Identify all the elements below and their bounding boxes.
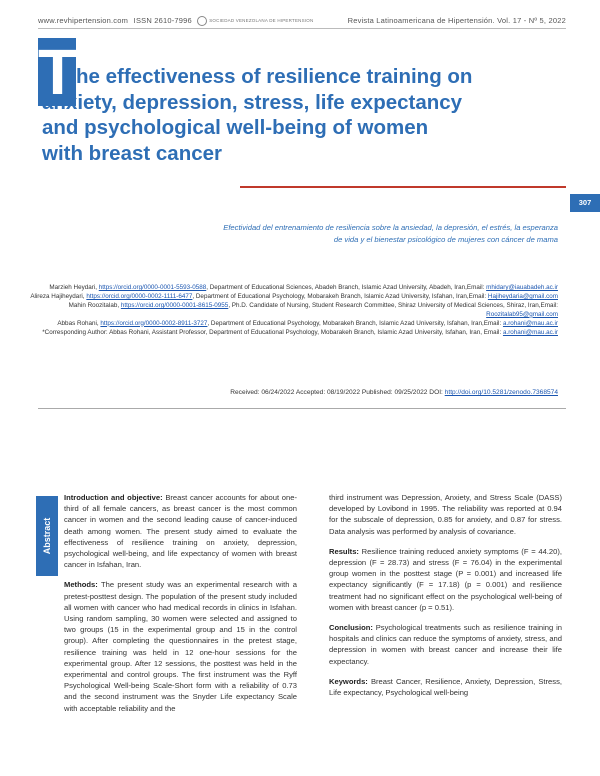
issn: ISSN 2610-7996 [133, 16, 192, 25]
orcid-link[interactable]: https://orcid.org/0000-0001-5593-0588 [98, 284, 207, 291]
author-entry: Mahin Roozitalab, https://orcid.org/0000-0001-8615-0955, Ph.D. Candidate of Nursing, Student Research Committee, Shiraz University of Medical Sciences, Shiraz, Iran,Email: Roozitalab95@gmail.com [68, 301, 558, 318]
abstract-column-left [64, 492, 297, 714]
author-entry: Marzieh Heydari, https://orcid.org/0000-0001-5593-0588, Department of Educational Sciences, Abadeh Branch, Islamic Azad University, Abadeh, Iran,Email: mhidary@iauabadeh.ac.ir [49, 284, 558, 291]
page-number: 307 [570, 194, 600, 212]
abstract-divider [38, 408, 566, 409]
corresponding-author: *Corresponding Author: Abbas Rohani, Assistant Professor, Department of Educational Psychology, Mobarakeh Branch, Islamic Azad University, Isfahan, Iran, Email: a.rohani@mau.ac.ir [42, 328, 558, 336]
title-underline [240, 186, 566, 188]
email-link[interactable]: mhidary@iauabadeh.ac.ir [486, 284, 558, 291]
methods-continued: third instrument was Depression, Anxiety, and Stress Scale (DASS) developed by Lovibond in 1995. The reliability was reported at 0.94 for the subscale of depression, 0.85 for anxiety, and 0.87 for stress. Data analysis was performed by analysis of covariance. [329, 493, 562, 536]
header-left [38, 16, 313, 26]
intro-paragraph: Introduction and objective: Breast cancer accounts for about one-third of all female cancers, as breast cancer is the most common cancer in women and the second leading cause of cancer-induced death among women. The present study aimed to evaluate the effectiveness of resilience training on anxiety, depression, psychological well-being, and life expectancy of women with breast cancer in Isfahan, Iran. [64, 493, 297, 570]
society-logo-icon [197, 16, 207, 26]
title-line-3: and psychological well-being of women [42, 116, 429, 139]
results-paragraph: Results: Resilience training reduced anxiety symptoms (F = 44.20), depression (F = 28.73) and stress (F = 76.04) in the experimental group women in the posttest stage (P = 0.001) and increased life expectancy significantly (F = 17.18) (p = 0.001) and resilience treatment had no significant effect on the psychological well-being of women with breast cancer (p = 0.51). [329, 546, 562, 612]
orcid-link[interactable]: https://orcid.org/0000-0002-8911-3727 [100, 319, 208, 327]
title-line-4: with breast cancer [42, 141, 223, 165]
author-list [28, 284, 558, 337]
methods-paragraph: Methods: The present study was an experimental research with a pretest-posttest design. The population of the present study included all women with cancer who had medical records in clinics in Isfahan. Using random sampling, 30 women were selected and assigned to two groups (15 in the experimental group and 15 in the control group). After completing the questionnaires in the pretest stage, resilience training was held in 12 one-hour sessions for the experimental group. After 12 sessions, the posttest was held in the experimental and control groups. The first instrument was the Ryff Psychological Well-being Scale-Short form with a reliability of 0.73 and the second instrument was the Snyder Life expectancy Scale with acceptable reliability and the [64, 580, 297, 713]
email-link[interactable]: Hajiheydaria@gmail.com [487, 292, 558, 300]
subtitle-line-2: de vida y el bienestar psicológico de mujeres con cáncer de mama [333, 234, 558, 244]
email-link[interactable]: a.rohani@mau.ac.ir [502, 328, 558, 336]
orcid-link[interactable]: https://orcid.org/0000-0002-1111-6477 [86, 292, 193, 300]
email-link[interactable]: a.rohani@mau.ac.ir [502, 319, 558, 327]
title-line-2: anxiety, depression, stress, life expectancy [42, 90, 463, 114]
title-line-1: he effectiveness of resilience training on [76, 65, 473, 88]
journal-name: Revista Latinoamericana de Hipertensión. Vol. 17 - Nº 5, 2022 [347, 16, 566, 25]
conclusion-paragraph: Conclusion: Psychological treatments such as resilience training in hospitals and clinics can reduce the symptoms of anxiety, stress, and depression in women with breast cancer and increase their life expectancy. [329, 623, 562, 666]
publication-dates: Received: 06/24/2022 Accepted: 08/19/2022 Published: 09/25/2022 DOI: http://doi.org/10.5281/zenodo.7368574 [230, 389, 558, 396]
author-entry: Alireza Hajiheydari, https://orcid.org/0000-0002-1111-6477, Department of Educational Psychology, Mobarakeh Branch, Islamic Azad University, Isfahan, Iran,Email: Hajiheydaria@gmail.com [30, 292, 558, 300]
subtitle-line-1: Efectividad del entrenamiento de resiliencia sobre la ansiedad, la depresión, el estrés, la esperanza [223, 223, 558, 232]
email-link[interactable]: Roozitalab95@gmail.com [486, 310, 558, 318]
header-divider [38, 28, 566, 29]
abstract-tab: Abstract [36, 496, 58, 576]
keywords-paragraph: Keywords: Breast Cancer, Resilience, Anxiety, Depression, Stress, Life expectancy, Psychological well-being [329, 676, 562, 698]
doi-link[interactable]: http://doi.org/10.5281/zenodo.7368574 [444, 389, 558, 396]
title-dropcap: T [38, 36, 78, 108]
author-entry: Abbas Rohani, https://orcid.org/0000-0002-8911-3727, Department of Educational Psychology, Mobarakeh Branch, Islamic Azad University, Isfahan, Iran,Email: a.rohani@mau.ac.ir [57, 319, 558, 327]
site-url[interactable]: www.revhipertension.com [38, 16, 129, 25]
orcid-link[interactable]: https://orcid.org/0000-0001-8615-0955 [120, 301, 229, 309]
spanish-subtitle [138, 222, 558, 245]
society-logo: SOCIEDAD VENEZOLANA DE HIPERTENSION [197, 16, 313, 26]
page-title [42, 64, 562, 166]
abstract-column-right [329, 492, 562, 707]
